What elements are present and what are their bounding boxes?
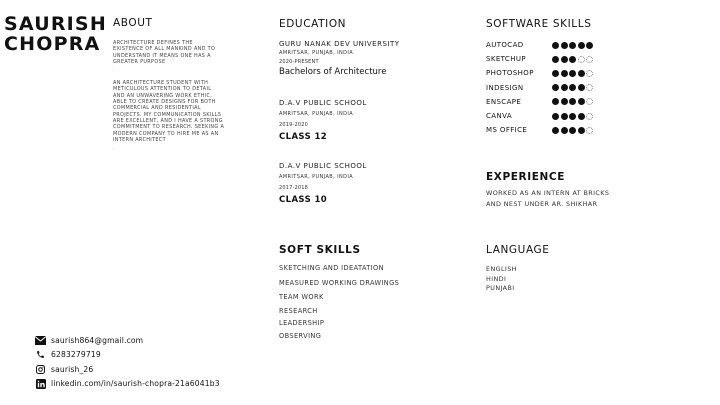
software-skill-row: [486, 109, 626, 123]
software-skill-name: PHOTOSHOP: [486, 69, 534, 78]
empty-dot-icon: [586, 113, 593, 120]
education-entry: [279, 161, 459, 206]
filled-dot-icon: [578, 113, 585, 120]
software-skill-name: SKETCHUP: [486, 55, 527, 64]
education-entry: [279, 39, 459, 78]
candidate-name: [4, 14, 107, 54]
software-skill-row: [486, 95, 626, 109]
education-school: D.A.V PUBLIC SCHOOL: [279, 162, 367, 170]
phone-number[interactable]: 6283279719: [51, 350, 101, 360]
experience-description: [486, 188, 646, 209]
skill-rating: [552, 84, 593, 91]
instagram-handle[interactable]: saurish_26: [51, 364, 94, 374]
empty-dot-icon: [586, 84, 593, 91]
experience-heading: EXPERIENCE: [486, 171, 565, 183]
language-item: ENGLISH: [486, 265, 517, 273]
software-skill-row: [486, 123, 626, 137]
education-location: AMRITSAR, PUNJAB, INDIA: [279, 111, 354, 117]
education-degree: Bachelors of Architecture: [279, 67, 387, 77]
software-skills-list: [486, 38, 626, 137]
soft-skills-list: [279, 264, 399, 344]
education-location: AMRITSAR, PUNJAB, INDIA: [279, 174, 354, 180]
soft-skills-heading: SOFT SKILLS: [279, 244, 361, 256]
filled-dot-icon: [552, 113, 559, 120]
filled-dot-icon: [569, 98, 576, 105]
filled-dot-icon: [552, 127, 559, 134]
filled-dot-icon: [569, 127, 576, 134]
contact-email[interactable]: [35, 333, 220, 348]
experience-line: AND NEST UNDER AR. SHIKHAR: [486, 199, 598, 208]
contact-info: [35, 333, 220, 391]
skill-rating: [552, 113, 593, 120]
software-skill-name: CANVA: [486, 112, 513, 121]
filled-dot-icon: [561, 84, 568, 91]
filled-dot-icon: [578, 127, 585, 134]
about-section: [113, 40, 225, 158]
software-skill-name: INDESIGN: [486, 83, 524, 92]
education-degree: CLASS 12: [279, 132, 328, 142]
filled-dot-icon: [569, 70, 576, 77]
education-years: 2020-PRESENT: [279, 59, 319, 65]
soft-skill-item: MEASURED WORKING DRAWINGS: [279, 278, 400, 287]
filled-dot-icon: [569, 42, 576, 49]
software-skill-name: ENSCAPE: [486, 97, 522, 106]
experience-line: WORKED AS AN INTERN AT BRICKS: [486, 189, 610, 197]
about-separator-1: .: [113, 67, 115, 74]
filled-dot-icon: [561, 70, 568, 77]
software-skill-name: MS OFFICE: [486, 126, 528, 135]
education-heading: EDUCATION: [279, 18, 347, 30]
soft-skill-item: RESEARCH: [279, 306, 318, 315]
filled-dot-icon: [561, 113, 568, 120]
envelope-icon: [35, 335, 46, 346]
email-address[interactable]: saurish864@gmail.com: [51, 335, 144, 345]
skill-rating: [552, 70, 593, 77]
empty-dot-icon: [586, 56, 593, 63]
filled-dot-icon: [561, 56, 568, 63]
filled-dot-icon: [578, 70, 585, 77]
filled-dot-icon: [552, 70, 559, 77]
filled-dot-icon: [578, 42, 585, 49]
empty-dot-icon: [578, 56, 585, 63]
empty-dot-icon: [586, 127, 593, 134]
filled-dot-icon: [586, 42, 593, 49]
software-skill-row: [486, 66, 626, 80]
language-heading: LANGUAGE: [486, 244, 550, 256]
filled-dot-icon: [578, 98, 585, 105]
skill-rating: [552, 42, 593, 49]
education-years: 2019-2020: [279, 122, 309, 128]
soft-skill-item: LEADERSHIP: [279, 319, 325, 327]
skill-rating: [552, 56, 593, 63]
language-item: HINDI: [486, 274, 507, 283]
about-separator-2: .: [113, 145, 115, 152]
filled-dot-icon: [552, 84, 559, 91]
about-paragraph-2: AN ARCHITECTURE STUDENT WITH METICULOUS ATTENTION TO DETAIL AND AN UNWAVERING WORK ETHIC, ABLE TO CREATE DESIGNS FOR BOTH COMMERCIAL AND RESIDENTIAL PROJECTS. MY COMMUNICATION SKILLS ARE EXCELLENT, AND I HAVE A STRONG COMMITMENT TO RESEARCH. SEEKING A MODERN COMPANY TO HIRE ME AS AN INTERN ARCHITECT: [113, 80, 225, 143]
skill-rating: [552, 98, 593, 105]
linkedin-icon: [35, 378, 46, 389]
filled-dot-icon: [552, 42, 559, 49]
education-location: AMRITSAR, PUNJAB, INDIA: [279, 50, 354, 56]
software-skill-name: AUTOCAD: [486, 41, 524, 50]
filled-dot-icon: [552, 98, 559, 105]
language-list: [486, 265, 517, 294]
soft-skill-item: SKETCHING AND IDEATATION: [279, 264, 384, 272]
phone-icon: [35, 349, 46, 360]
software-skill-row: [486, 52, 626, 66]
empty-dot-icon: [586, 70, 593, 77]
education-school: D.A.V PUBLIC SCHOOL: [279, 99, 367, 107]
linkedin-url[interactable]: linkedin.com/in/saurish-chopra-21a6041b3: [51, 379, 220, 389]
soft-skill-item: OBSERVING: [279, 331, 322, 340]
filled-dot-icon: [561, 42, 568, 49]
instagram-icon: [35, 364, 46, 375]
filled-dot-icon: [578, 84, 585, 91]
education-degree: CLASS 10: [279, 195, 328, 205]
filled-dot-icon: [569, 56, 576, 63]
last-name: CHOPRA: [4, 33, 101, 55]
contact-instagram[interactable]: [35, 362, 220, 377]
education-years: 2017-2018: [279, 185, 309, 191]
contact-linkedin[interactable]: [35, 377, 220, 392]
empty-dot-icon: [586, 98, 593, 105]
first-name: SAURISH: [4, 13, 107, 35]
education-school: GURU NANAK DEV UNIVERSITY: [279, 40, 400, 48]
filled-dot-icon: [552, 56, 559, 63]
education-entry: [279, 98, 459, 143]
filled-dot-icon: [561, 127, 568, 134]
filled-dot-icon: [569, 84, 576, 91]
software-skill-row: [486, 38, 626, 52]
about-paragraph-1: ARCHITECTURE DEFINES THE EXISTENCE OF ALL MANKIND AND TO UNDERSTAND IT MEANS ONE HAS A GREATER PURPOSE: [113, 40, 216, 65]
software-skills-heading: SOFTWARE SKILLS: [486, 18, 592, 30]
skill-rating: [552, 127, 593, 134]
soft-skill-item: TEAM WORK: [279, 293, 324, 301]
contact-phone[interactable]: [35, 348, 220, 363]
software-skill-row: [486, 81, 626, 95]
filled-dot-icon: [561, 98, 568, 105]
language-item: PUNJABI: [486, 284, 515, 292]
filled-dot-icon: [569, 113, 576, 120]
about-heading: ABOUT: [113, 17, 153, 29]
